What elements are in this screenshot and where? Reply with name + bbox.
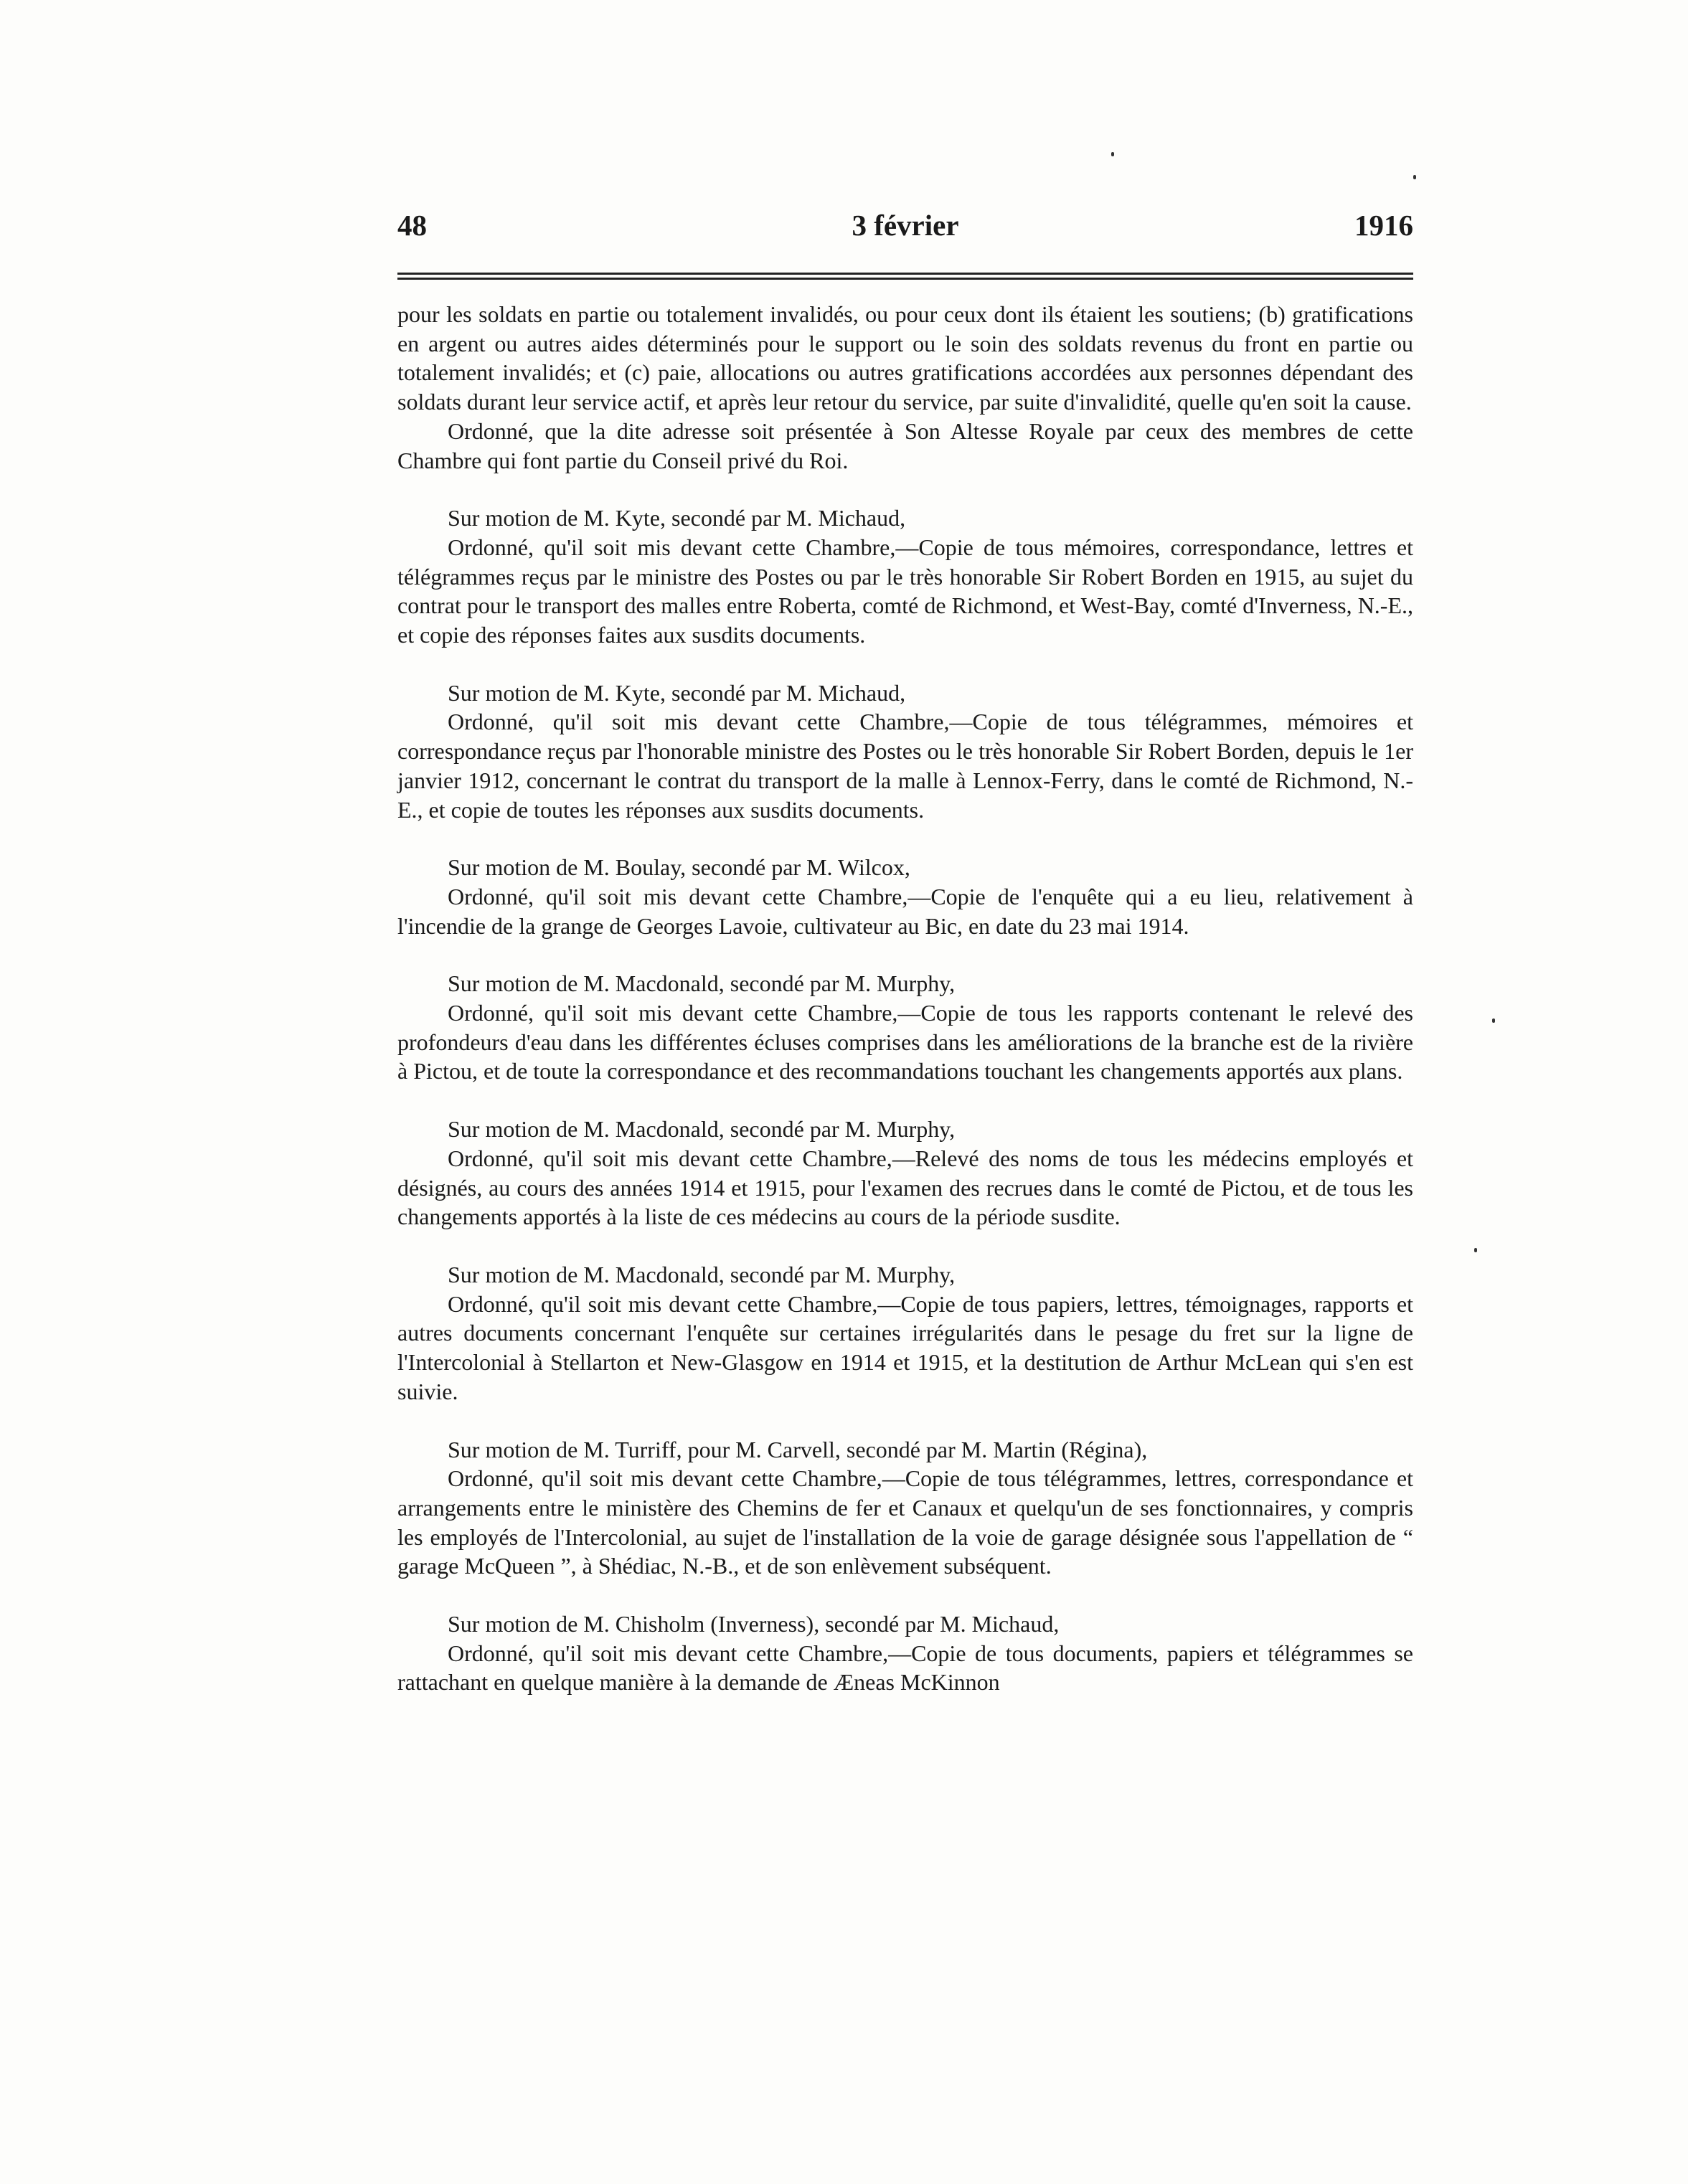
motion-line: Sur motion de M. Macdonald, secondé par M. Murphy, — [448, 1261, 956, 1287]
scan-speck — [1474, 1248, 1477, 1252]
motion-line: Sur motion de M. Kyte, secondé par M. Michaud, — [448, 679, 906, 706]
motion-line: Sur motion de M. Chisholm (Inverness), secondé par M. Michaud, — [448, 1611, 1060, 1637]
paragraph-order: Ordonné, qu'il soit mis devant cette Chambre,—Relevé des noms de tous les médecins employés et désignés, au cours des années 1914 et 1915, pour l'examen des recrues dans le comté de Pictou, et de tous les changements apportés à la liste de ces médecins au cours de la période susdite. — [397, 1145, 1413, 1230]
body-text — [397, 300, 1413, 1697]
paragraph-order: Ordonné, qu'il soit mis devant cette Chambre,—Copie de tous mémoires, correspondance, lettres et télégrammes reçus par le ministre des Postes ou par le très honorable Sir Robert Borden en 1915, au sujet du contrat pour le transport des malles entre Roberta, comté de Richmond, et West-Bay, comté d'Inverness, N.-E., et copie des réponses faites aux susdits documents. — [397, 534, 1413, 648]
paragraph-continuation: pour les soldats en partie ou totalement invalidés, ou pour ceux dont ils étaient les soutiens; (b) gratifications en argent ou autres aides déterminés pour le support ou le soin des soldats revenus du front en partie ou totalement invalidés; et (c) paie, allocations ou autres gratifications accordées aux personnes dépendant des soldats durant leur service actif, et après leur retour du service, par suite d'invalidité, quelle qu'en soit la cause. — [397, 301, 1413, 415]
header-rule — [397, 273, 1413, 280]
paragraph-order: Ordonné, qu'il soit mis devant cette Chambre,—Copie de tous documents, papiers et télégrammes se rattachant en quelque manière à la demande de Æneas McKinnon — [397, 1640, 1413, 1696]
header-year: 1916 — [1354, 209, 1413, 242]
paragraph-order: Ordonné, qu'il soit mis devant cette Chambre,—Copie de tous télégrammes, lettres, correspondance et arrangements entre le ministère des Chemins de fer et Canaux et quelqu'un de ses fonctionnaires, y compris les employés de l'Intercolonial, au sujet de l'installation de la voie de garage désignée sous l'appellation de “ garage McQueen ”, à Shédiac, N.-B., et de son enlèvement subséquent. — [397, 1465, 1413, 1579]
paragraph-order: Ordonné, qu'il soit mis devant cette Chambre,—Copie de tous télégrammes, mémoires et correspondance reçus par l'honorable ministre des Postes ou le très honorable Sir Robert Borden, depuis le 1er janvier 1912, concernant le contrat du transport de la malle à Lennox-Ferry, dans le comté de Richmond, N.-E., et copie de toutes les réponses aux susdits documents. — [397, 709, 1413, 823]
paragraph-order: Ordonné, qu'il soit mis devant cette Chambre,—Copie de tous papiers, lettres, témoignages, rapports et autres documents concernant l'enquête sur certaines irrégularités dans le pesage du fret sur la ligne de l'Intercolonial à Stellarton et New-Glasgow en 1914 et 1915, et la destitution de Arthur McLean qui s'en est suivie. — [397, 1290, 1413, 1404]
header-date: 3 février — [852, 209, 959, 242]
paragraph-order: Ordonné, qu'il soit mis devant cette Chambre,—Copie de l'enquête qui a eu lieu, relativement à l'incendie de la grange de Georges Lavoie, cultivateur au Bic, en date du 23 mai 1914. — [397, 883, 1413, 939]
motion-line: Sur motion de M. Kyte, secondé par M. Michaud, — [448, 505, 906, 531]
scan-speck — [1413, 175, 1416, 179]
running-head — [397, 208, 1413, 258]
motion-line: Sur motion de M. Boulay, secondé par M. Wilcox, — [448, 854, 910, 881]
motion-line: Sur motion de M. Macdonald, secondé par M. Murphy, — [448, 970, 956, 997]
page-number: 48 — [397, 209, 427, 242]
document-page — [397, 208, 1413, 1697]
paragraph-order: Ordonné, qu'il soit mis devant cette Chambre,—Copie de tous les rapports contenant le relevé des profondeurs d'eau dans les différentes écluses comprises dans les améliorations de la branche est de la rivière à Pictou, et de toute la correspondance et des recommandations touchant les changements apportés aux plans. — [397, 1000, 1413, 1084]
paragraph-order: Ordonné, que la dite adresse soit présentée à Son Altesse Royale par ceux des membres de cette Chambre qui font partie du Conseil privé du Roi. — [397, 417, 1413, 473]
scan-speck — [1111, 152, 1114, 156]
motion-line: Sur motion de M. Turriff, pour M. Carvell, secondé par M. Martin (Régina), — [448, 1436, 1148, 1462]
motion-line: Sur motion de M. Macdonald, secondé par M. Murphy, — [448, 1116, 956, 1143]
scan-speck — [1492, 1018, 1495, 1023]
